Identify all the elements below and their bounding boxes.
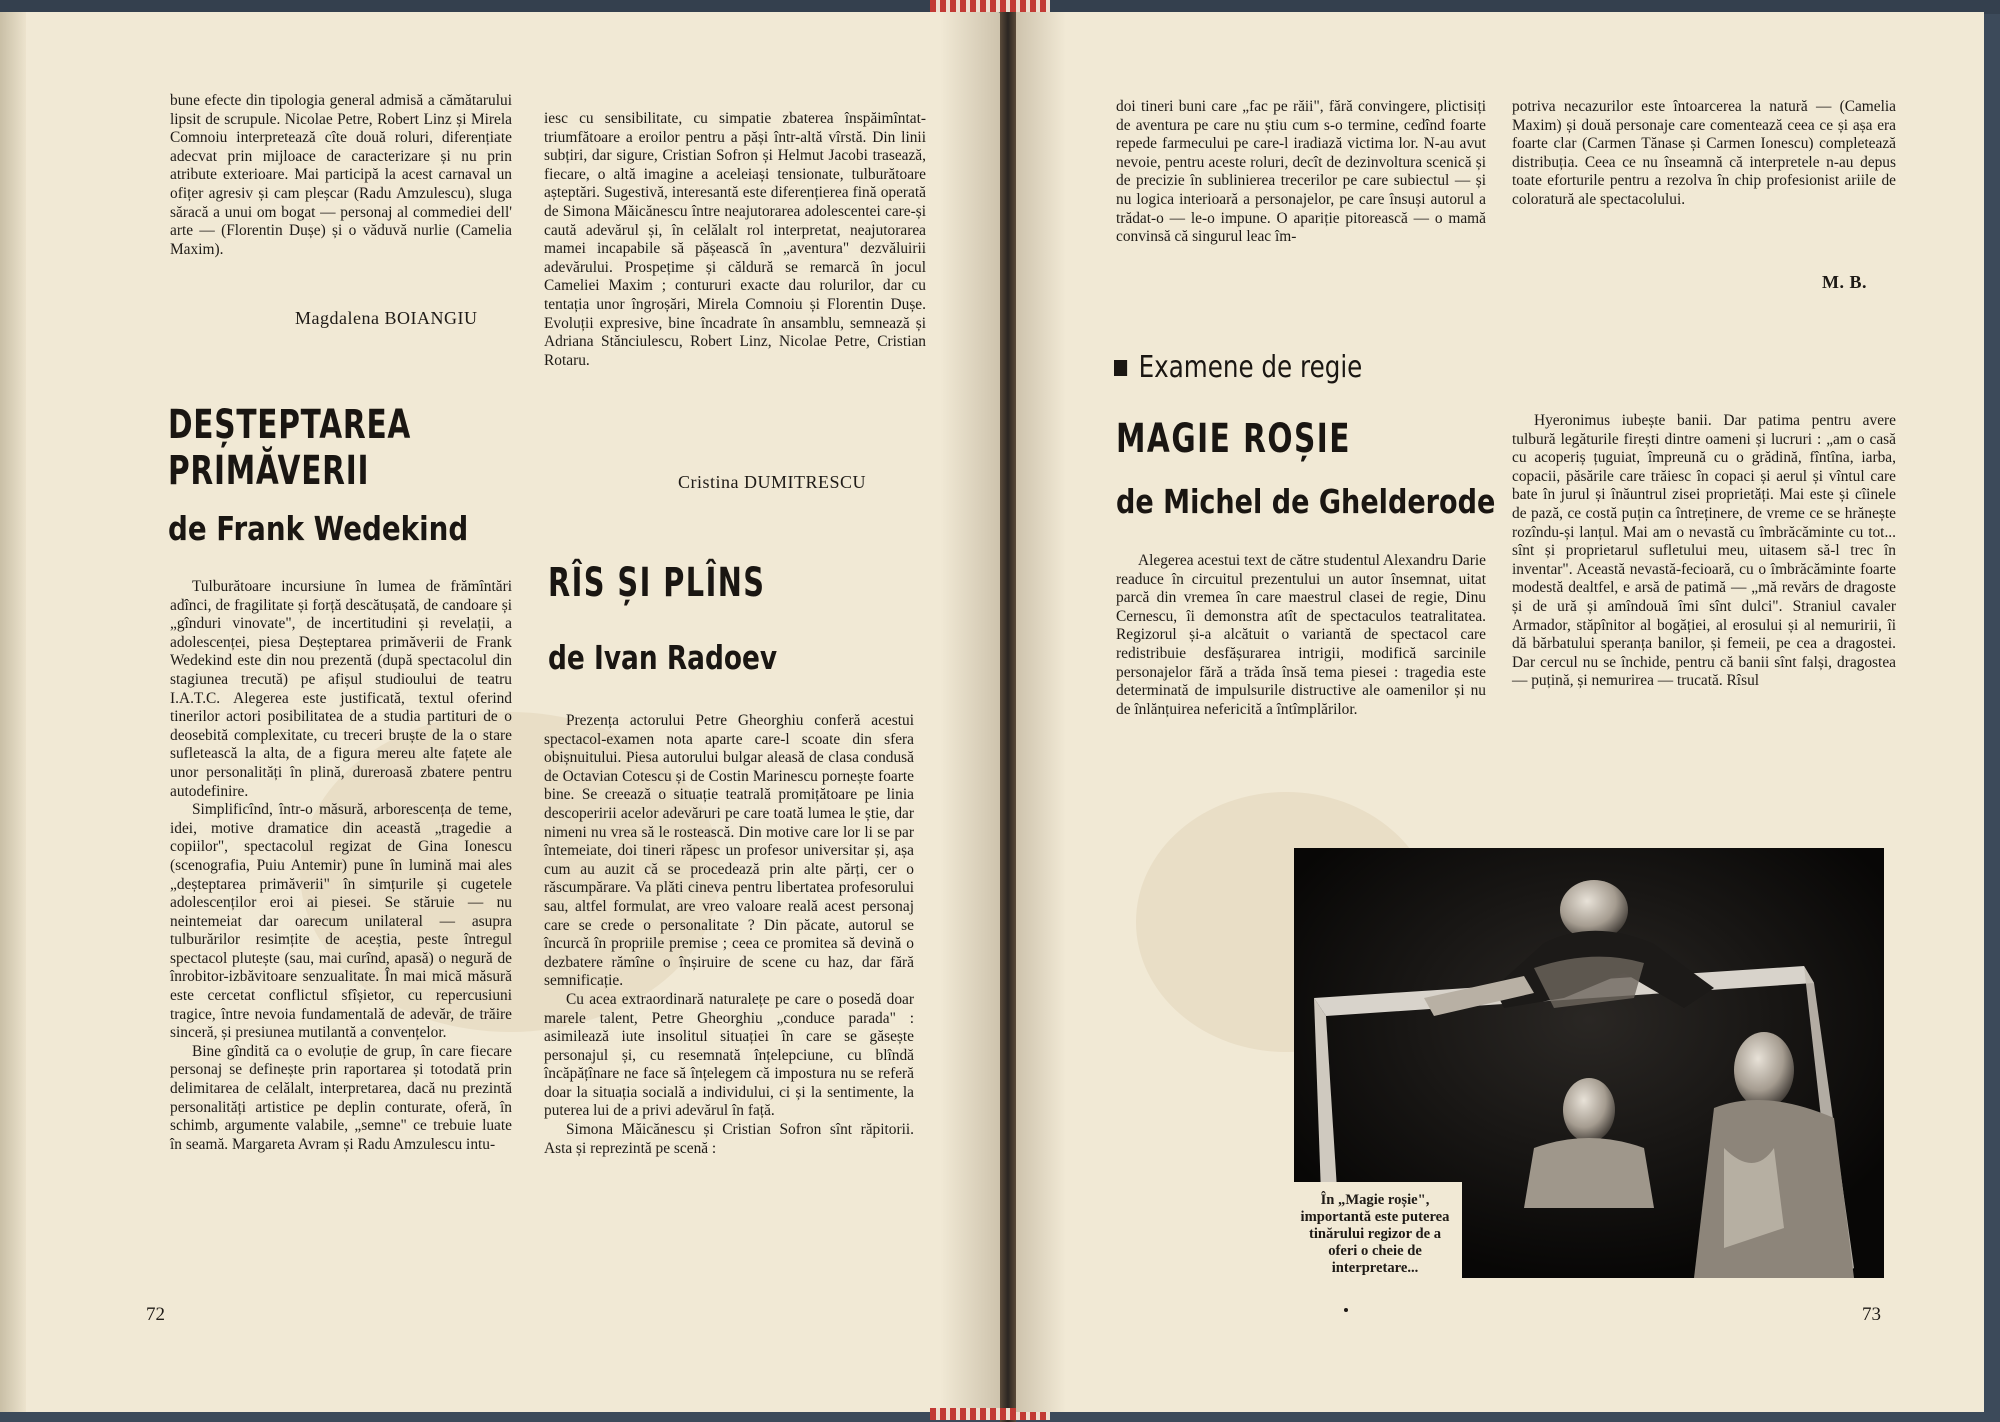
text-paragraph: Simona Măicănescu și Cristian Sofron sînt răpitorii. Asta și reprezintă pe scenă : [544,1121,914,1157]
article1-subtitle: de Frank Wedekind [168,509,469,548]
decorative-dot [1344,1308,1348,1312]
text-paragraph: Alegerea acestui text de către studentul Alexandru Darie readuce în circuitul prezentului un autor însemnat, uitat parcă din vremea în care maestrul clasei de regie, Dinu Cernescu, îi demonstra atît de spectaculos teatralitatea. Regizorul și-a alcătuit o variantă de spectacol care redistribuie desfășurarea intrigii, modifică sarcinile personajelor fără a trăda însă tema piesei : tragedia este determinată de impulsurile distructive ale oamenilor și nu de înlănțuirea nefericită a întîmplărilor. [1116,552,1486,718]
text-paragraph: Bine gîndită ca o evoluție de grup, în care fiecare personaj se definește prin raportarea și totodată prin delimitarea de celălalt, interpretarea, dacă nu prezintă personalități artistice pe deplin conturate, oferă, în schimb, argumente valabile, „semne" ce trebuie luate în seamă. Margareta Avram și Radu Amzulescu intu- [170,1042,512,1153]
page-number-right: 73 [1862,1304,1881,1325]
square-bullet-icon [1114,360,1127,376]
article3-subtitle: de Michel de Ghelderode [1116,482,1496,521]
article3-column1 [1116,552,1486,719]
article2-title: RÎS ȘI PLÎNS [548,560,766,606]
signature-mb: M. B. [1822,272,1867,292]
right-column1-top-text [1116,98,1486,247]
article3-title: MAGIE ROȘIE [1116,416,1351,462]
text-paragraph: Simplificînd, într-o măsură, arborescența de teme, idei, motive dramatice din această „tragedie a copiilor", spectacolul regizat de Gina Ionescu (scenografia, Puiu Antemir) pune în lumină mai ales „deșteptarea primăverii" în simțurile și cugetele adolescenților eroi ai piesei. Se stăruie — nu neintemeiat dar oarecum unilateral — asupra tulburărilor resimțite de aceștia, peste întregul spectacol plutește (sau, mai curînd, apasă) o negură de înrobitor-izbăvitoare senzualitate. În mai mică măsură este cercetat conflictul sfîșietor, cu repercusiuni tragice, între nevoia fundamentală de adevăr, de trăire sinceră, și presiunea mutilantă a convențelor. [170,801,512,1042]
page-number-left: 72 [146,1304,165,1325]
book-gutter [1000,0,1016,1422]
binding-thread-top [930,0,1050,12]
text-paragraph: Prezența actorului Petre Gheorghiu conferă acestui spectacol-examen nota aparte care-l scoate din sfera obișnuitului. Piesa autorului bulgar aleasă de clasa condusă de Octavian Cotescu și de Costin Marinescu pornește foarte bine. Se creează o situație teatrală promițătoare pe linia descoperirii acelor adevăruri pe care toată lumea le știe, dar nimeni nu vrea să le rostească. Din motive care lor li se par întemeiate, doi tineri răpesc un profesor universitar și, așa cum au auzit că se procedează prin alte părți, cer o răscumpărare. Va plăti cineva pentru libertatea profesorului sau, altfel formulat, are vreo valoare reală acest personaj care se crede o personalitate ? Din păcate, autorul se încurcă în propriile premise ; ceea ce promitea să devină o dezbatere rămîne o înșiruire de scene cu haz, dar fără semnificație. [544,712,914,990]
article1-title-line1: DEȘTEPTAREA [168,402,412,448]
article2-body [544,712,914,1158]
text-paragraph: potriva necazurilor este întoarcerea la natură — (Camelia Maxim) și două personaje care comentează ceea ce și așa era foarte clar (Carmen Tănase și Carmen Ionescu) completează distribuția. Ceea ce nu înseamnă că interpretele n-au depus toate eforturile pentru a rezolva în chip profesionist ariile de coloratură ale spectacolului. [1512,98,1896,208]
article1-body [170,578,512,1154]
section-heading [1114,350,1362,385]
text-paragraph: bune efecte din tipologia general admisă a cămătarului lipsit de scrupule. Nicolae Petre, Robert Linz și Mirela Comnoiu interpretează cîte două roluri, diferențiate adecvat prin mijloace de caracterizare și nu prin atribute exterioare. Mai participă la acest carnaval un ofițer agresiv și cam pleșcar (Radu Amzulescu), sluga săracă a unui om bogat — personaj al commediei dell' arte — (Florentin Dușe) și o văduvă nurlie (Camelia Maxim). [170,92,512,258]
article3-column2 [1512,412,1896,691]
left-column1-top-text [170,92,512,259]
signature-dumitrescu: Cristina DUMITRESCU [678,472,867,492]
right-page [1016,12,1984,1412]
photo-caption: În „Magie roșie", importantă este puterea tinărului regizor de a oferi o cheie de interpretare... [1294,1182,1462,1288]
text-paragraph: iesc cu sensibilitate, cu simpatie zbaterea înspăimîntat-triumfătoare a eroilor pentru a păși într-altă vîrstă. Din linii subțiri, dar sigure, Cristian Sofron și Helmut Jacobi trasează, fiecare, o altă imagine a aceleiași tensionate, tulburătoare așteptări. Sugestivă, interesantă este diferențierea fină operată de Simona Măicănescu între neajutorarea adolescentei care-și caută adevărul și, în celălalt rol interpretat, neajutorarea mamei incapabile să pășească în „aventura" dezvăluirii adevărului. Prospețime și căldură se remarcă în jocul Cameliei Maxim ; contururi exacte dau rolurilor, dar cu tentația unor îngroșări, Mirela Comnoiu și Florentin Dușe. Evoluții expresive, bine încadrate în ansamblu, semnează și Adriana Stănciulescu, Robert Linz, Nicolae Petre, Cristian Rotaru. [544,110,926,369]
left-page [0,12,1000,1412]
right-column2-top-text [1512,98,1896,210]
article2-subtitle: de Ivan Radoev [548,638,778,677]
text-paragraph: Hyeronimus iubește banii. Dar patima pentru avere tulbură legăturile firești dintre oameni și lucruri : „am o casă cu acoperiș țuguiat, împreună cu o grădină, fîntîna, iarba, copacii, păsările care trăiesc în copaci și aerul și vîntul care bate în jurul și înăuntrul zisei proprietăți. Mai este și cîinele de pază, ce costă puțin ca întreținere, de vreme ce se hrănește rozîndu-și lanțul. Mai am o nevastă cu îmbrăcăminte cu tot... sînt și proprietarul sufletului meu, uitasem să-l trec în inventar". Această nevastă-fecioară, cu o îmbrăcăminte foarte modestă dealtfel, e arsă de patimă — „mă revărs de dragoste și de ură și amîndouă îmi sînt dulci". Straniul cavaler Armador, stăpînitor al bogăției, al erosului și al nemuririi, îi dă bărbatului speranța banilor, și femeii, pe cea a dragostei. Dar cercul nu se închide, pentru că banii sînt falși, dragostea — puțină, și nemurirea — trucată. Rîsul [1512,412,1896,690]
text-paragraph: doi tineri buni care „fac pe răii", fără convingere, plictisiți de aventura pe care nu știu cum s-o termine, cedînd foarte repede farmecului pe care-l iradiază victima lor. N-au avut nevoie, pentru aceste roluri, decît de dezinvoltura scenică și de precizie în sublinierea trecerilor pe care subiectul — și nu logica interioară a personajelor, pe care însuși autorul a trădat-o — le-o impune. O apariție pitorească — o mamă convinsă că singurul leac îm- [1116,98,1486,246]
article1-title-line2: PRIMĂVERII [168,448,370,494]
signature-boiangiu: Magdalena BOIANGIU [295,308,478,328]
text-paragraph: Tulburătoare incursiune în lumea de frămîntări adînci, de fragilitate și forță descătușată, de candoare și „gînduri vinovate", de incertitudini și revelații, a adolescenței, piesa Deșteptarea primăverii de Frank Wedekind este din nou prezentă (după spectacolul din stagiunea trecută) pe afișul studioului de teatru I.A.T.C. Alegerea este justificată, textul oferind tinerilor actori posibilitatea de a studia partituri de o deosebită complexitate, cu treceri bruște de la o stare sufletească la alta, de a figura mereu alte fațete ale unor personalități în plină, dureroasă zbatere pentru autodefinire. [170,578,512,800]
section-heading-text: Examene de regie [1138,350,1363,385]
text-paragraph: Cu acea extraordinară naturalețe pe care o posedă doar marele talent, Petre Gheorghiu „conduce parada" : asimilează iute insolitul situației în care se găsește personajul și, cu resemnată înțelepciune, cu blîndă încăpățînare ne face să înțelegem că impostura nu se referă doar la situația socială a individului, ci și la sentimente, la puterea lui de a privi adevărul în față. [544,990,914,1120]
left-column2-top-text [544,110,926,370]
